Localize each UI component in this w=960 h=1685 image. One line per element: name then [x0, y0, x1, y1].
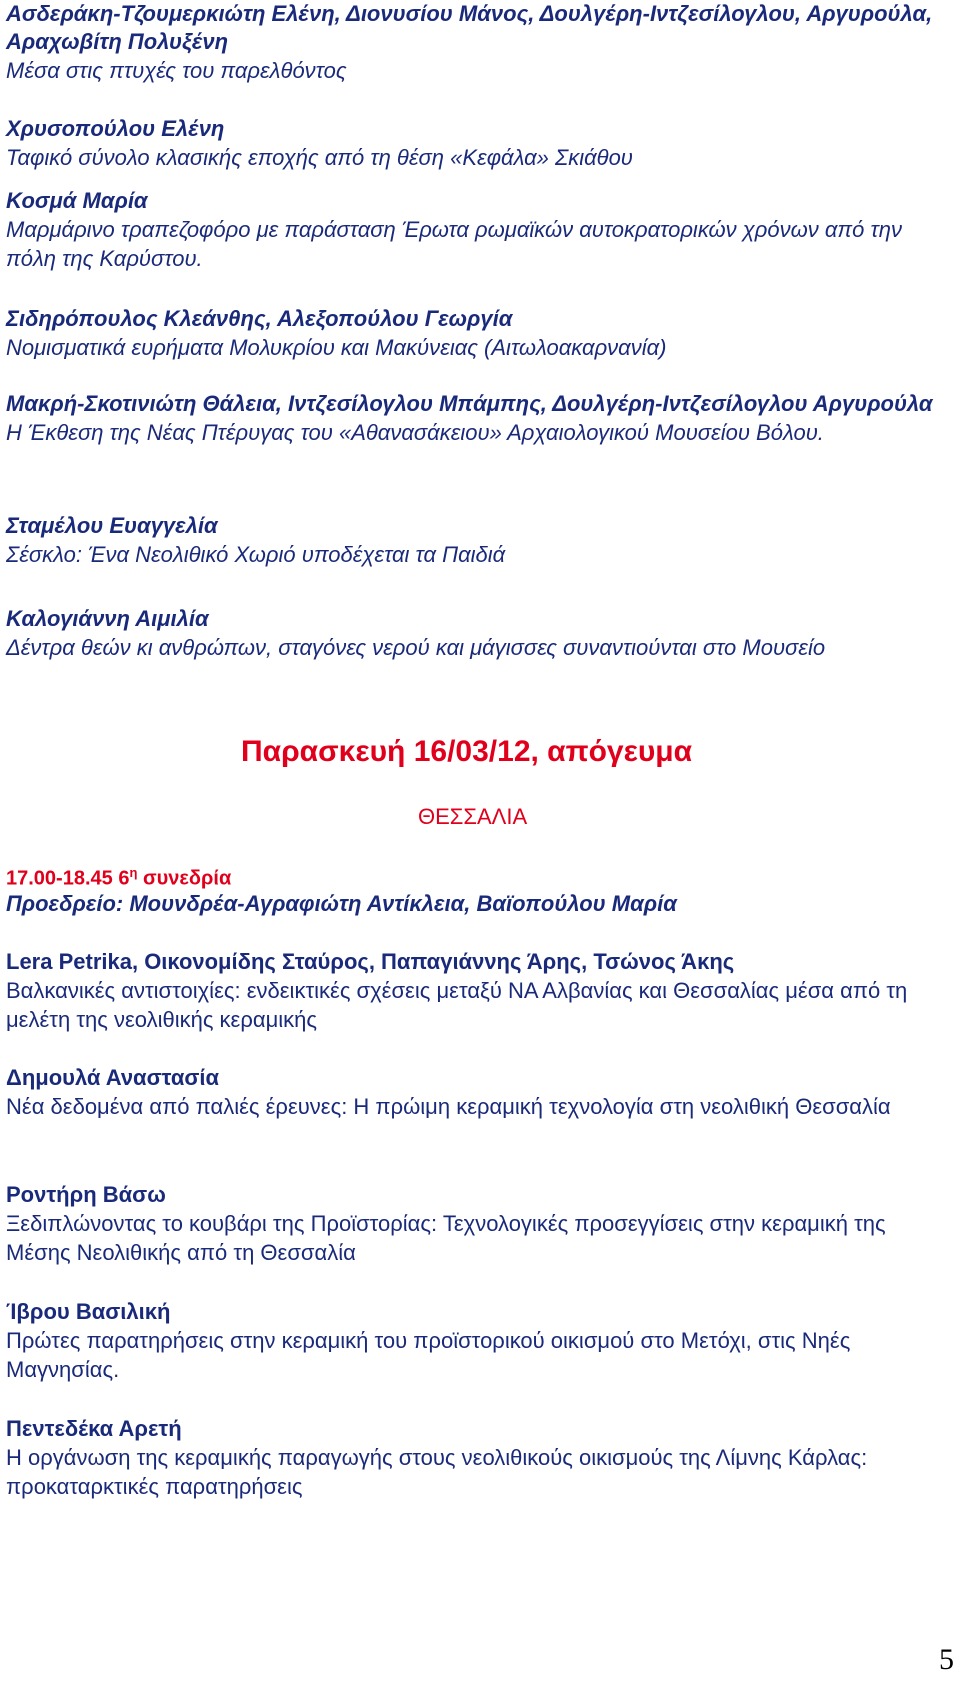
entry: [6, 390, 946, 447]
entry: [6, 305, 946, 362]
entry: [6, 1180, 946, 1267]
session-name: συνεδρία: [137, 867, 232, 890]
entry-author: Ασδεράκη-Τζουμερκιώτη Ελένη, Διονυσίου Μάνος, Δουλγέρη-Ιντζεσίλογλου, Αργυρούλα, Αραχωβίτη Πολυξένη: [6, 1, 933, 54]
entry-title: Βαλκανικές αντιστοιχίες: ενδεικτικές σχέσεις μεταξύ ΝΑ Αλβανίας και Θεσσαλίας μέσα από τη μελέτη της νεολιθικής κεραμικής: [6, 978, 908, 1032]
entry-title: Ταφικό σύνολο κλασικής εποχής από τη θέση «Κεφάλα» Σκιάθου: [6, 145, 633, 170]
entry: [6, 0, 946, 85]
entry-author: Καλογιάννη Αιμιλία: [6, 606, 209, 631]
entry: [6, 115, 946, 172]
entry: [6, 1297, 946, 1384]
entry-author: Σιδηρόπουλος Κλεάνθης, Αλεξοπούλου Γεωργία: [6, 306, 513, 331]
entry: [6, 947, 946, 1034]
entry-author: Ροντήρη Βάσω: [6, 1182, 166, 1207]
entry-author: Χρυσοπούλου Ελένη: [6, 116, 225, 141]
entry-author: Μακρή-Σκοτινιώτη Θάλεια, Ιντζεσίλογλου Μπάμπης, Δουλγέρη-Ιντζεσίλογλου Αργυρούλα: [6, 391, 933, 416]
entry: [6, 1414, 946, 1501]
entry: [6, 605, 946, 662]
entry: [6, 1063, 946, 1121]
entry-title: Η Έκθεση της Νέας Πτέρυγας του «Αθανασάκειου» Αρχαιολογικού Μουσείου Βόλου.: [6, 420, 824, 445]
entry-title: Δέντρα θεών κι ανθρώπων, σταγόνες νερού και μάγισσες συναντιούνται στο Μουσείο: [6, 635, 826, 660]
entry-title: Ξεδιπλώνοντας το κουβάρι της Προϊστορίας: Τεχνολογικές προσεγγίσεις στην κεραμική της Μέσης Νεολιθικής από τη Θεσσαλία: [6, 1211, 886, 1265]
session-date: Παρασκευή 16/03/12, απόγευμα: [241, 735, 693, 768]
entry: [6, 187, 946, 273]
entry-title: Πρώτες παρατηρήσεις στην κεραμική του προϊστορικού οικισμού στο Μετόχι, στις Νηές Μαγνησίας.: [6, 1328, 851, 1382]
entry: [6, 512, 946, 569]
entry-author: Κοσμά Μαρία: [6, 188, 148, 213]
entry-author: Πεντεδέκα Αρετή: [6, 1416, 182, 1441]
entry-title: Η οργάνωση της κεραμικής παραγωγής στους νεολιθικούς οικισμούς της Λίμνης Κάρλας: προκαταρκτικές παρατηρήσεις: [6, 1445, 868, 1499]
entry-author: Ίβρου Βασιλική: [6, 1299, 171, 1324]
page-number: 5: [939, 1643, 954, 1676]
entry-title: Μέσα στις πτυχές του παρελθόντος: [6, 58, 347, 83]
session-chairs: Προεδρείο: Μουνδρέα-Αγραφιώτη Αντίκλεια, Βαϊοπούλου Μαρία: [6, 891, 677, 916]
entry-author: Σταμέλου Ευαγγελία: [6, 513, 218, 538]
entry-author: Lera Petrika, Οικονομίδης Σταύρος, Παπαγιάννης Άρης, Τσώνος Άκης: [6, 949, 735, 974]
entry-title: Μαρμάρινο τραπεζοφόρο με παράσταση Έρωτα ρωμαϊκών αυτοκρατορικών χρόνων από την πόλη της Καρύστου.: [6, 217, 902, 271]
session-region: ΘΕΣΣΑΛΙΑ: [418, 804, 528, 829]
session-heading: [6, 861, 231, 891]
entry-title: Νομισματικά ευρήματα Μολυκρίου και Μακύνειας (Αιτωλοακαρνανία): [6, 335, 667, 360]
session-time: 17.00-18.45 6: [6, 867, 130, 890]
entry-title: Σέσκλο: Ένα Νεολιθικό Χωριό υποδέχεται τα Παιδιά: [6, 542, 506, 567]
entry-title: Νέα δεδομένα από παλιές έρευνες: Η πρώιμη κεραμική τεχνολογία στη νεολιθική Θεσσαλία: [6, 1094, 891, 1119]
entry-author: Δημουλά Αναστασία: [6, 1065, 220, 1090]
session-ordinal: η: [129, 865, 138, 880]
